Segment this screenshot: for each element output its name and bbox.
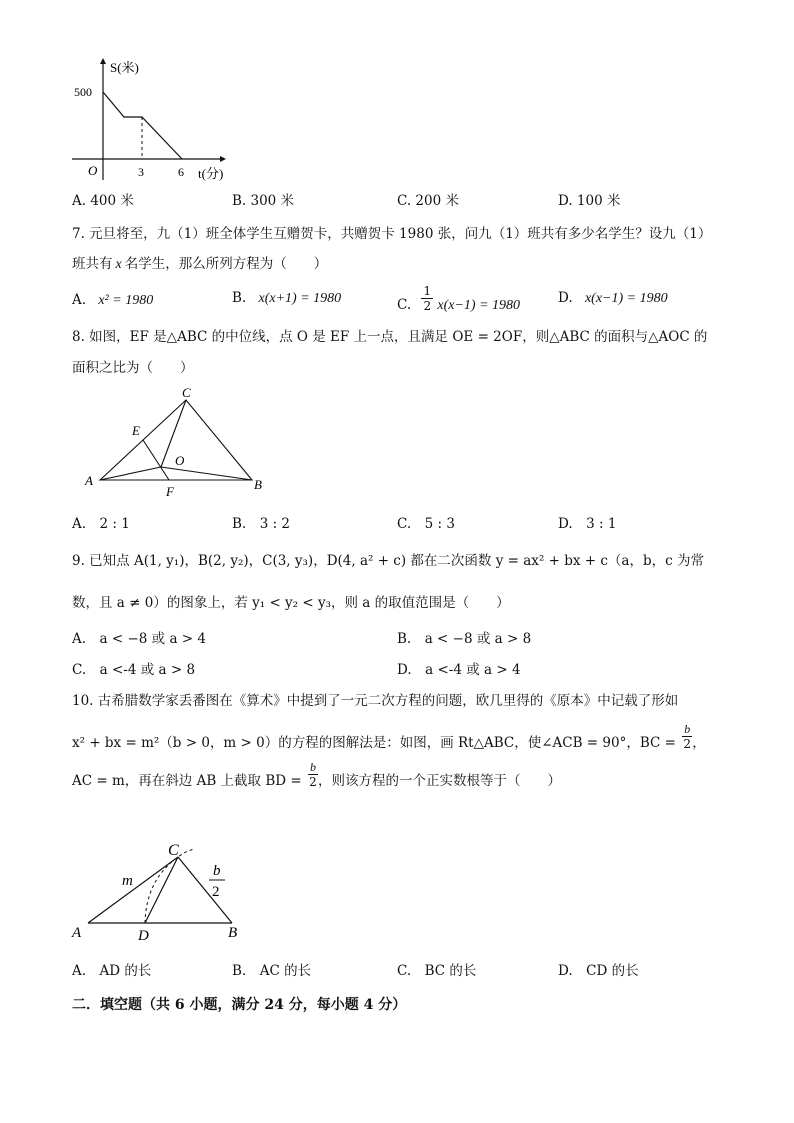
q10-fraction-bd — [308, 760, 318, 789]
q7-var-x: x — [115, 257, 122, 272]
q9-choice-a[interactable]: A. a < −8 或 a > 4 — [72, 631, 206, 647]
q8-choice-b[interactable]: B. 3 : 2 — [232, 516, 291, 532]
q10-line2-text: x² + bx = m²（b > 0，m > 0）的方程的图解法是：如图，画 Rt△ABC，使∠ACB = 90°，BC = — [72, 735, 676, 751]
q10-choice-a[interactable]: A. AD 的长 — [72, 963, 152, 979]
q10-choice-c[interactable]: C. BC 的长 — [397, 963, 477, 979]
q7-text-line2 — [72, 255, 327, 274]
label-b: B — [254, 477, 262, 492]
q7-choice-a-expr: x² = 1980 — [98, 293, 154, 308]
q10-line3-text-a: AC = m，再在斜边 AB 上截取 BD = — [72, 773, 302, 789]
q9-text-line2: 数，且 a ≠ 0）的图象上，若 y₁ < y₂ < y₃，则 a 的取值范围是（ ） — [72, 595, 510, 611]
label-a: A — [72, 925, 82, 941]
q10-choice-d[interactable]: D. CD 的长 — [558, 963, 639, 979]
q9-choice-d[interactable]: D. a <-4 或 a > 4 — [397, 662, 521, 678]
q10-frac-bc-den: 2 — [683, 737, 692, 751]
q7-text-line1: 7. 元旦将至，九（1）班全体学生互赠贺卡，共赠贺卡 1980 张，问九（1）班共有多少名学生？设九（1） — [72, 226, 712, 242]
origin-label: O — [88, 163, 98, 178]
q9-choice-b[interactable]: B. a < −8 或 a > 8 — [397, 631, 532, 647]
label-d: D — [138, 928, 149, 944]
q10-text-line3 — [72, 760, 561, 796]
q10-choice-b[interactable]: B. AC 的长 — [232, 963, 312, 979]
section-heading-fill-blank: 二．填空题（共 6 小题，满分 24 分，每小题 4 分） — [72, 997, 407, 1013]
segment-ao — [100, 467, 161, 480]
q8-choice-a[interactable]: A. 2 : 1 — [72, 516, 130, 532]
segment-ob — [161, 467, 252, 480]
x-axis-label: t(分) — [198, 166, 224, 181]
arc-dashed — [145, 849, 194, 923]
label-a: A — [85, 473, 93, 488]
q7-choice-b-expr: x(x+1) = 1980 — [258, 291, 342, 306]
q7-choice-c-letter: C. — [397, 297, 412, 313]
label-f: F — [166, 484, 174, 499]
right-triangle-figure-q10 — [70, 835, 260, 945]
distance-time-graph — [70, 58, 240, 188]
q7-choice-a[interactable] — [72, 291, 153, 310]
q7-choice-b[interactable] — [232, 289, 341, 308]
label-frac-2: 2 — [212, 884, 220, 900]
y-tick-500: 500 — [74, 85, 92, 99]
q8-choice-c[interactable]: C. 5 : 3 — [397, 516, 455, 532]
q7-choice-d-letter: D. — [558, 290, 573, 306]
q8-choice-d[interactable]: D. 3 : 1 — [558, 516, 617, 532]
label-c: C — [168, 842, 179, 859]
q7-choice-d-expr: x(x−1) = 1980 — [584, 291, 668, 306]
q10-line3-text-b: ，则该方程的一个正实数根等于（ ） — [317, 773, 561, 789]
triangle-abc — [100, 400, 252, 480]
y-axis-arrow — [100, 58, 106, 64]
q7-choice-c-expr: x(x−1) = 1980 — [437, 298, 521, 313]
q10-fraction-bc — [682, 722, 692, 751]
q8-text-line1: 8. 如图，EF 是△ABC 的中位线，点 O 是 EF 上一点，且满足 OE = 2OF，则△ABC 的面积与△AOC 的 — [72, 329, 708, 345]
q10-frac-bc-num: b — [684, 722, 691, 736]
label-e: E — [132, 423, 140, 438]
y-axis-label: S(米) — [110, 60, 139, 75]
q7-choice-d[interactable] — [558, 289, 668, 308]
segment-ac — [88, 857, 178, 923]
q7-frac-den: 2 — [423, 299, 432, 313]
q7-line2-post: 名学生，那么所列方程为（ ） — [124, 256, 328, 272]
triangle-figure-q8 — [80, 385, 280, 500]
x-tick-6: 6 — [178, 165, 184, 179]
x-tick-3: 3 — [138, 165, 144, 179]
segment-bc — [178, 857, 232, 923]
q7-choice-c-fraction — [421, 284, 433, 313]
q10-frac-bd-num: b — [309, 760, 316, 774]
q6-choice-d[interactable]: D. 100 米 — [558, 193, 621, 209]
segment-ef — [143, 440, 169, 480]
q9-choice-c[interactable]: C. a <-4 或 a > 8 — [72, 662, 196, 678]
label-b: B — [228, 925, 238, 941]
q10-text-line1: 10. 古希腊数学家丢番图在《算术》中提到了一元二次方程的问题，欧几里得的《原本》中记载了形如 — [72, 693, 679, 709]
x-axis-arrow — [220, 156, 226, 162]
segment-cd — [145, 857, 178, 923]
q6-choice-c[interactable]: C. 200 米 — [397, 193, 459, 209]
q6-choice-b[interactable]: B. 300 米 — [232, 193, 295, 209]
label-frac-b: b — [213, 863, 221, 879]
q10-frac-bd-den: 2 — [309, 775, 317, 789]
q10-text-line2: x² + bx = m²（b > 0，m > 0）的方程的图解法是：如图，画 Rt△ABC，使∠ACB = 90°，BC = $\frac{b}{2}$ ， — [72, 722, 706, 751]
label-c: C — [182, 385, 191, 400]
q7-frac-num: 1 — [423, 284, 432, 298]
q8-text-line2: 面积之比为（ ） — [72, 360, 194, 376]
q7-choice-c[interactable] — [397, 283, 520, 317]
q7-choice-a-letter: A. — [72, 292, 87, 308]
q9-text-line1: 9. 已知点 A(1, y₁)，B(2, y₂)，C(3, y₃)，D(4, a² + c) 都在二次函数 y = ax² + bx + c（a，b，c 为常 — [72, 553, 704, 569]
q6-choice-a[interactable]: A. 400 米 — [72, 193, 134, 209]
q7-line2-pre: 班共有 — [72, 256, 113, 272]
q7-choice-b-letter: B. — [232, 290, 247, 306]
label-m: m — [122, 873, 133, 889]
label-o: O — [175, 453, 185, 468]
